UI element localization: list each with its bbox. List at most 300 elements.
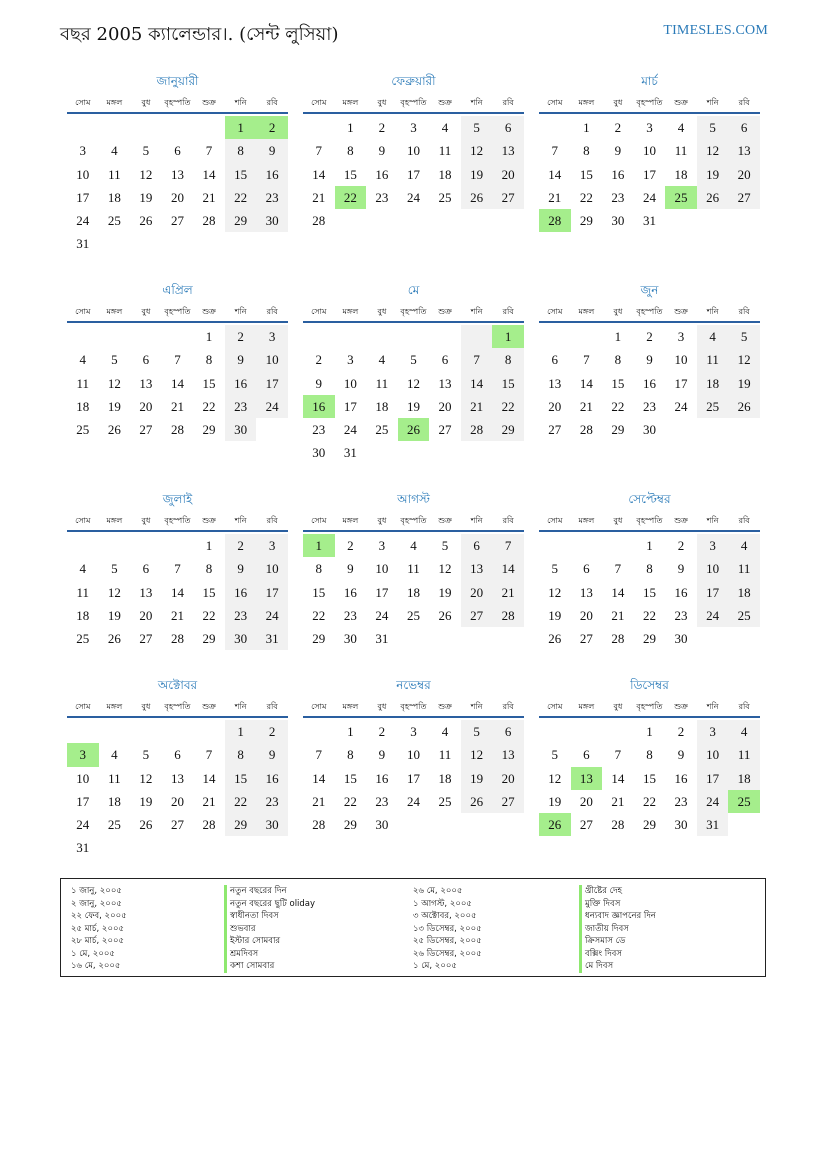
day-cell[interactable]: 24	[406, 793, 420, 809]
day-cell[interactable]: 26	[438, 607, 452, 623]
day-cell[interactable]: 30	[256, 813, 288, 836]
day-cell[interactable]: 16	[674, 770, 688, 786]
day-cell[interactable]: 19	[438, 584, 452, 600]
day-cell[interactable]: 17	[256, 581, 288, 604]
day-cell[interactable]: 4	[79, 352, 87, 368]
day-cell[interactable]: 3	[347, 352, 354, 368]
day-cell[interactable]: 31	[343, 445, 357, 461]
day-cell[interactable]: 8	[614, 352, 622, 368]
day-cell[interactable]: 2	[225, 534, 257, 557]
day-cell[interactable]: 7	[205, 143, 213, 159]
day-cell[interactable]: 23	[611, 189, 625, 205]
day-cell[interactable]: 25	[697, 395, 729, 418]
day-cell[interactable]: 14	[611, 770, 625, 786]
day-cell[interactable]: 21	[202, 189, 216, 205]
day-cell[interactable]: 1	[646, 538, 653, 553]
day-cell[interactable]: 18	[674, 166, 688, 182]
day-cell[interactable]: 17	[76, 793, 90, 809]
day-cell[interactable]: 7	[583, 352, 590, 368]
day-cell[interactable]: 14	[492, 557, 524, 580]
day-cell[interactable]: 10	[697, 743, 729, 766]
day-cell[interactable]: 6	[492, 720, 524, 743]
day-cell[interactable]: 16	[674, 584, 688, 600]
day-cell[interactable]: 25	[438, 793, 452, 809]
day-cell[interactable]: 12	[697, 139, 729, 162]
day-cell[interactable]: 6	[583, 747, 590, 763]
day-cell[interactable]: 27	[139, 422, 153, 438]
day-cell[interactable]: 3	[697, 534, 729, 557]
day-cell[interactable]: 27	[139, 631, 153, 647]
day-cell[interactable]: 30	[225, 627, 257, 650]
day-cell[interactable]: 9	[256, 139, 288, 162]
day-cell[interactable]: 10	[76, 770, 90, 786]
day-cell[interactable]: 9	[225, 348, 257, 371]
day-cell[interactable]: 4	[697, 325, 729, 348]
day-cell[interactable]: 24	[256, 395, 288, 418]
day-cell[interactable]: 17	[674, 375, 688, 391]
day-cell[interactable]: 10	[375, 561, 389, 577]
day-cell[interactable]: 11	[76, 584, 90, 600]
day-cell[interactable]: 3	[79, 143, 87, 159]
day-cell[interactable]: 16	[225, 581, 257, 604]
day-cell[interactable]: 1	[614, 329, 622, 344]
day-cell[interactable]: 12	[107, 584, 121, 600]
day-cell[interactable]: 15	[642, 584, 656, 600]
day-cell[interactable]: 6	[492, 116, 524, 139]
day-cell[interactable]: 24	[697, 604, 729, 627]
day-cell[interactable]: 13	[139, 584, 153, 600]
day-cell[interactable]: 8	[205, 561, 213, 577]
day-cell[interactable]: 12	[548, 584, 562, 600]
day-cell[interactable]: 28	[611, 817, 625, 833]
day-cell[interactable]: 19	[139, 189, 153, 205]
day-cell[interactable]: 29	[642, 631, 656, 647]
day-cell[interactable]: 14	[202, 770, 216, 786]
day-cell[interactable]: 14	[461, 372, 493, 395]
day-cell[interactable]: 26	[697, 186, 729, 209]
day-cell[interactable]: 22	[202, 607, 216, 623]
day-cell[interactable]: 18	[107, 793, 121, 809]
day-cell[interactable]: 22	[611, 398, 625, 414]
day-cell[interactable]: 25	[107, 213, 121, 229]
day-cell[interactable]: 17	[406, 166, 420, 182]
day-cell[interactable]: 18	[438, 166, 452, 182]
day-cell[interactable]: 7	[492, 534, 524, 557]
day-cell[interactable]: 11	[438, 143, 452, 159]
day-cell[interactable]: 17	[76, 189, 90, 205]
day-cell[interactable]: 20	[438, 398, 452, 414]
day-cell[interactable]: 29	[642, 817, 656, 833]
day-cell[interactable]: 5	[461, 720, 493, 743]
day-cell[interactable]: 23	[256, 186, 288, 209]
day-cell[interactable]: 22	[312, 607, 326, 623]
day-cell[interactable]: 29	[611, 422, 625, 438]
day-cell[interactable]: 25	[728, 604, 760, 627]
day-cell[interactable]: 26	[398, 418, 430, 441]
day-cell[interactable]: 14	[579, 375, 593, 391]
day-cell[interactable]: 15	[492, 372, 524, 395]
day-cell[interactable]: 27	[461, 604, 493, 627]
day-cell[interactable]: 30	[225, 418, 257, 441]
day-cell[interactable]: 27	[492, 790, 524, 813]
day-cell[interactable]: 5	[142, 143, 150, 159]
day-cell[interactable]: 31	[76, 236, 90, 252]
day-cell[interactable]: 6	[441, 352, 449, 368]
day-cell[interactable]: 20	[728, 163, 760, 186]
day-cell[interactable]: 10	[76, 166, 90, 182]
day-cell[interactable]: 13	[139, 375, 153, 391]
day-cell[interactable]: 4	[441, 724, 449, 739]
day-cell[interactable]: 17	[642, 166, 656, 182]
day-cell[interactable]: 7	[315, 747, 323, 763]
day-cell[interactable]: 2	[225, 325, 257, 348]
day-cell[interactable]: 8	[492, 348, 524, 371]
day-cell[interactable]: 19	[406, 398, 420, 414]
day-cell[interactable]: 12	[548, 770, 562, 786]
day-cell[interactable]: 8	[347, 747, 354, 763]
day-cell[interactable]: 2	[256, 720, 288, 743]
day-cell[interactable]: 3	[677, 329, 685, 344]
day-cell[interactable]: 13	[170, 770, 184, 786]
day-cell[interactable]: 14	[170, 375, 184, 391]
day-cell[interactable]: 27	[548, 422, 562, 438]
day-cell[interactable]: 5	[697, 116, 729, 139]
day-cell[interactable]: 12	[461, 743, 493, 766]
day-cell[interactable]: 23	[674, 793, 688, 809]
day-cell[interactable]: 29	[202, 422, 216, 438]
day-cell[interactable]: 30	[611, 213, 625, 229]
day-cell[interactable]: 9	[677, 747, 685, 763]
day-cell[interactable]: 31	[256, 627, 288, 650]
day-cell[interactable]: 16	[225, 372, 257, 395]
day-cell[interactable]: 11	[407, 561, 420, 577]
day-cell[interactable]: 19	[548, 607, 562, 623]
day-cell[interactable]: 25	[665, 186, 697, 209]
day-cell[interactable]: 27	[170, 817, 184, 833]
day-cell[interactable]: 8	[347, 143, 354, 159]
day-cell[interactable]: 9	[378, 143, 386, 159]
day-cell[interactable]: 7	[174, 561, 181, 577]
day-cell[interactable]: 18	[76, 398, 90, 414]
day-cell[interactable]: 21	[492, 581, 524, 604]
day-cell[interactable]: 12	[406, 375, 420, 391]
day-cell[interactable]: 31	[375, 631, 389, 647]
day-cell[interactable]: 23	[225, 395, 257, 418]
day-cell[interactable]: 19	[139, 793, 153, 809]
day-cell[interactable]: 24	[256, 604, 288, 627]
day-cell[interactable]: 9	[256, 743, 288, 766]
day-cell[interactable]: 20	[461, 581, 493, 604]
day-cell[interactable]: 9	[646, 352, 653, 368]
day-cell[interactable]: 1	[225, 720, 257, 743]
day-cell[interactable]: 23	[674, 607, 688, 623]
day-cell[interactable]: 15	[202, 375, 216, 391]
day-cell[interactable]: 18	[76, 607, 90, 623]
day-cell[interactable]: 28	[170, 422, 184, 438]
day-cell[interactable]: 1	[583, 120, 590, 135]
day-cell[interactable]: 18	[728, 581, 760, 604]
day-cell[interactable]: 1	[347, 120, 354, 135]
day-cell[interactable]: 19	[461, 767, 493, 790]
day-cell[interactable]: 24	[642, 189, 656, 205]
day-cell[interactable]: 16	[256, 163, 288, 186]
day-cell[interactable]: 6	[461, 534, 493, 557]
day-cell[interactable]: 2	[256, 116, 288, 139]
day-cell[interactable]: 30	[343, 631, 357, 647]
day-cell[interactable]: 17	[406, 770, 420, 786]
day-cell[interactable]: 15	[611, 375, 625, 391]
day-cell[interactable]: 2	[646, 329, 653, 344]
day-cell[interactable]: 6	[142, 561, 150, 577]
day-cell[interactable]: 22	[642, 607, 656, 623]
day-cell[interactable]: 5	[111, 561, 118, 577]
day-cell[interactable]: 11	[76, 375, 90, 391]
day-cell[interactable]: 21	[312, 793, 326, 809]
day-cell[interactable]: 29	[492, 418, 524, 441]
day-cell[interactable]: 6	[583, 561, 590, 577]
day-cell[interactable]: 27	[170, 213, 184, 229]
day-cell[interactable]: 6	[728, 116, 760, 139]
day-cell[interactable]: 23	[375, 793, 389, 809]
day-cell[interactable]: 13	[571, 767, 603, 790]
day-cell[interactable]: 26	[539, 813, 571, 836]
day-cell[interactable]: 21	[461, 395, 493, 418]
day-cell[interactable]: 14	[611, 584, 625, 600]
day-cell[interactable]: 7	[205, 747, 213, 763]
day-cell[interactable]: 19	[461, 163, 493, 186]
day-cell[interactable]: 9	[378, 747, 386, 763]
day-cell[interactable]: 28	[202, 817, 216, 833]
day-cell[interactable]: 29	[225, 813, 257, 836]
day-cell[interactable]: 19	[548, 793, 562, 809]
day-cell[interactable]: 10	[406, 747, 420, 763]
day-cell[interactable]: 17	[375, 584, 389, 600]
day-cell[interactable]: 25	[406, 607, 420, 623]
day-cell[interactable]: 16	[256, 767, 288, 790]
day-cell[interactable]: 2	[614, 120, 622, 135]
day-cell[interactable]: 22	[225, 790, 257, 813]
day-cell[interactable]: 23	[375, 189, 389, 205]
day-cell[interactable]: 12	[728, 348, 760, 371]
day-cell[interactable]: 26	[139, 817, 153, 833]
day-cell[interactable]: 23	[642, 398, 656, 414]
day-cell[interactable]: 26	[107, 631, 121, 647]
day-cell[interactable]: 15	[225, 767, 257, 790]
day-cell[interactable]: 11	[728, 557, 760, 580]
day-cell[interactable]: 26	[461, 186, 493, 209]
day-cell[interactable]: 3	[646, 120, 653, 135]
day-cell[interactable]: 29	[312, 631, 326, 647]
day-cell[interactable]: 2	[378, 120, 386, 135]
day-cell[interactable]: 28	[170, 631, 184, 647]
day-cell[interactable]: 27	[438, 422, 452, 438]
day-cell[interactable]: 28	[611, 631, 625, 647]
day-cell[interactable]: 25	[76, 631, 90, 647]
day-cell[interactable]: 20	[579, 793, 593, 809]
day-cell[interactable]: 13	[579, 584, 593, 600]
day-cell[interactable]: 18	[375, 398, 389, 414]
day-cell[interactable]: 25	[375, 422, 389, 438]
day-cell[interactable]: 6	[174, 143, 181, 159]
day-cell[interactable]: 18	[438, 770, 452, 786]
day-cell[interactable]: 9	[315, 375, 323, 391]
day-cell[interactable]: 2	[378, 724, 386, 739]
day-cell[interactable]: 22	[642, 793, 656, 809]
day-cell[interactable]: 5	[728, 325, 760, 348]
day-cell[interactable]: 8	[225, 139, 257, 162]
day-cell[interactable]: 6	[142, 352, 150, 368]
day-cell[interactable]: 4	[728, 534, 760, 557]
day-cell[interactable]: 15	[579, 166, 593, 182]
day-cell[interactable]: 3	[410, 724, 417, 739]
day-cell[interactable]: 1	[303, 534, 335, 557]
day-cell[interactable]: 15	[343, 770, 357, 786]
day-cell[interactable]: 28	[461, 418, 493, 441]
day-cell[interactable]: 2	[347, 538, 354, 553]
day-cell[interactable]: 23	[256, 790, 288, 813]
day-cell[interactable]: 9	[347, 561, 354, 577]
day-cell[interactable]: 15	[343, 166, 357, 182]
day-cell[interactable]: 29	[579, 213, 593, 229]
day-cell[interactable]: 11	[108, 770, 121, 786]
day-cell[interactable]: 30	[674, 631, 688, 647]
day-cell[interactable]: 1	[646, 724, 653, 739]
day-cell[interactable]: 26	[728, 395, 760, 418]
day-cell[interactable]: 17	[697, 581, 729, 604]
day-cell[interactable]: 10	[674, 352, 688, 368]
day-cell[interactable]: 4	[441, 120, 449, 135]
day-cell[interactable]: 7	[174, 352, 181, 368]
day-cell[interactable]: 20	[139, 607, 153, 623]
day-cell[interactable]: 13	[438, 375, 452, 391]
day-cell[interactable]: 11	[674, 143, 688, 159]
day-cell[interactable]: 13	[170, 166, 184, 182]
day-cell[interactable]: 30	[375, 817, 389, 833]
day-cell[interactable]: 4	[410, 538, 417, 553]
day-cell[interactable]: 11	[697, 348, 729, 371]
day-cell[interactable]: 2	[315, 352, 323, 368]
day-cell[interactable]: 4	[79, 561, 87, 577]
day-cell[interactable]: 25	[107, 817, 121, 833]
day-cell[interactable]: 12	[139, 166, 153, 182]
day-cell[interactable]: 2	[677, 724, 685, 739]
day-cell[interactable]: 12	[461, 139, 493, 162]
day-cell[interactable]: 30	[674, 817, 688, 833]
day-cell[interactable]: 20	[492, 163, 524, 186]
day-cell[interactable]: 14	[312, 770, 326, 786]
day-cell[interactable]: 26	[461, 790, 493, 813]
day-cell[interactable]: 4	[111, 747, 118, 763]
day-cell[interactable]: 20	[170, 189, 184, 205]
day-cell[interactable]: 21	[611, 793, 625, 809]
day-cell[interactable]: 5	[551, 561, 559, 577]
day-cell[interactable]: 18	[728, 767, 760, 790]
day-cell[interactable]: 13	[492, 139, 524, 162]
day-cell[interactable]: 25	[76, 422, 90, 438]
day-cell[interactable]: 11	[375, 375, 389, 391]
day-cell[interactable]: 22	[343, 793, 357, 809]
day-cell[interactable]: 21	[312, 189, 326, 205]
day-cell[interactable]: 15	[642, 770, 656, 786]
day-cell[interactable]: 12	[438, 561, 452, 577]
day-cell[interactable]: 12	[107, 375, 121, 391]
day-cell[interactable]: 18	[406, 584, 420, 600]
day-cell[interactable]: 7	[461, 348, 493, 371]
day-cell[interactable]: 20	[139, 398, 153, 414]
day-cell[interactable]: 14	[170, 584, 184, 600]
day-cell[interactable]: 1	[205, 538, 213, 553]
day-cell[interactable]: 10	[642, 143, 656, 159]
day-cell[interactable]: 8	[225, 743, 257, 766]
day-cell[interactable]: 17	[343, 398, 357, 414]
day-cell[interactable]: 10	[256, 348, 288, 371]
day-cell[interactable]: 4	[378, 352, 386, 368]
day-cell[interactable]: 24	[697, 790, 729, 813]
day-cell[interactable]: 9	[225, 557, 257, 580]
site-link[interactable]: TIMESLES.COM	[663, 23, 768, 38]
day-cell[interactable]: 13	[728, 139, 760, 162]
day-cell[interactable]: 24	[375, 607, 389, 623]
day-cell[interactable]: 20	[492, 767, 524, 790]
day-cell[interactable]: 28	[312, 817, 326, 833]
day-cell[interactable]: 1	[347, 724, 354, 739]
day-cell[interactable]: 28	[492, 604, 524, 627]
day-cell[interactable]: 28	[539, 209, 571, 232]
day-cell[interactable]: 16	[375, 166, 389, 182]
day-cell[interactable]: 22	[202, 398, 216, 414]
day-cell[interactable]: 26	[548, 631, 562, 647]
day-cell[interactable]: 6	[551, 352, 559, 368]
day-cell[interactable]: 27	[579, 817, 593, 833]
day-cell[interactable]: 19	[107, 398, 121, 414]
day-cell[interactable]: 27	[492, 186, 524, 209]
day-cell[interactable]: 4	[728, 720, 760, 743]
day-cell[interactable]: 21	[170, 607, 184, 623]
day-cell[interactable]: 5	[441, 538, 449, 553]
day-cell[interactable]: 28	[579, 422, 593, 438]
day-cell[interactable]: 30	[256, 209, 288, 232]
day-cell[interactable]: 16	[611, 166, 625, 182]
day-cell[interactable]: 13	[548, 375, 562, 391]
day-cell[interactable]: 8	[646, 561, 653, 577]
day-cell[interactable]: 5	[111, 352, 118, 368]
day-cell[interactable]: 14	[312, 166, 326, 182]
day-cell[interactable]: 15	[312, 584, 326, 600]
day-cell[interactable]: 22	[335, 186, 367, 209]
day-cell[interactable]: 7	[551, 143, 559, 159]
day-cell[interactable]: 24	[674, 398, 688, 414]
day-cell[interactable]: 3	[378, 538, 386, 553]
day-cell[interactable]: 28	[202, 213, 216, 229]
day-cell[interactable]: 22	[492, 395, 524, 418]
day-cell[interactable]: 27	[728, 186, 760, 209]
day-cell[interactable]: 17	[697, 767, 729, 790]
day-cell[interactable]: 24	[406, 189, 420, 205]
day-cell[interactable]: 1	[225, 116, 257, 139]
day-cell[interactable]: 19	[107, 607, 121, 623]
day-cell[interactable]: 1	[492, 325, 524, 348]
day-cell[interactable]: 27	[579, 631, 593, 647]
day-cell[interactable]: 16	[375, 770, 389, 786]
day-cell[interactable]: 7	[315, 143, 323, 159]
day-cell[interactable]: 30	[642, 422, 656, 438]
day-cell[interactable]: 5	[142, 747, 150, 763]
day-cell[interactable]: 18	[697, 372, 729, 395]
day-cell[interactable]: 20	[170, 793, 184, 809]
day-cell[interactable]: 10	[406, 143, 420, 159]
day-cell[interactable]: 26	[139, 213, 153, 229]
day-cell[interactable]: 21	[202, 793, 216, 809]
